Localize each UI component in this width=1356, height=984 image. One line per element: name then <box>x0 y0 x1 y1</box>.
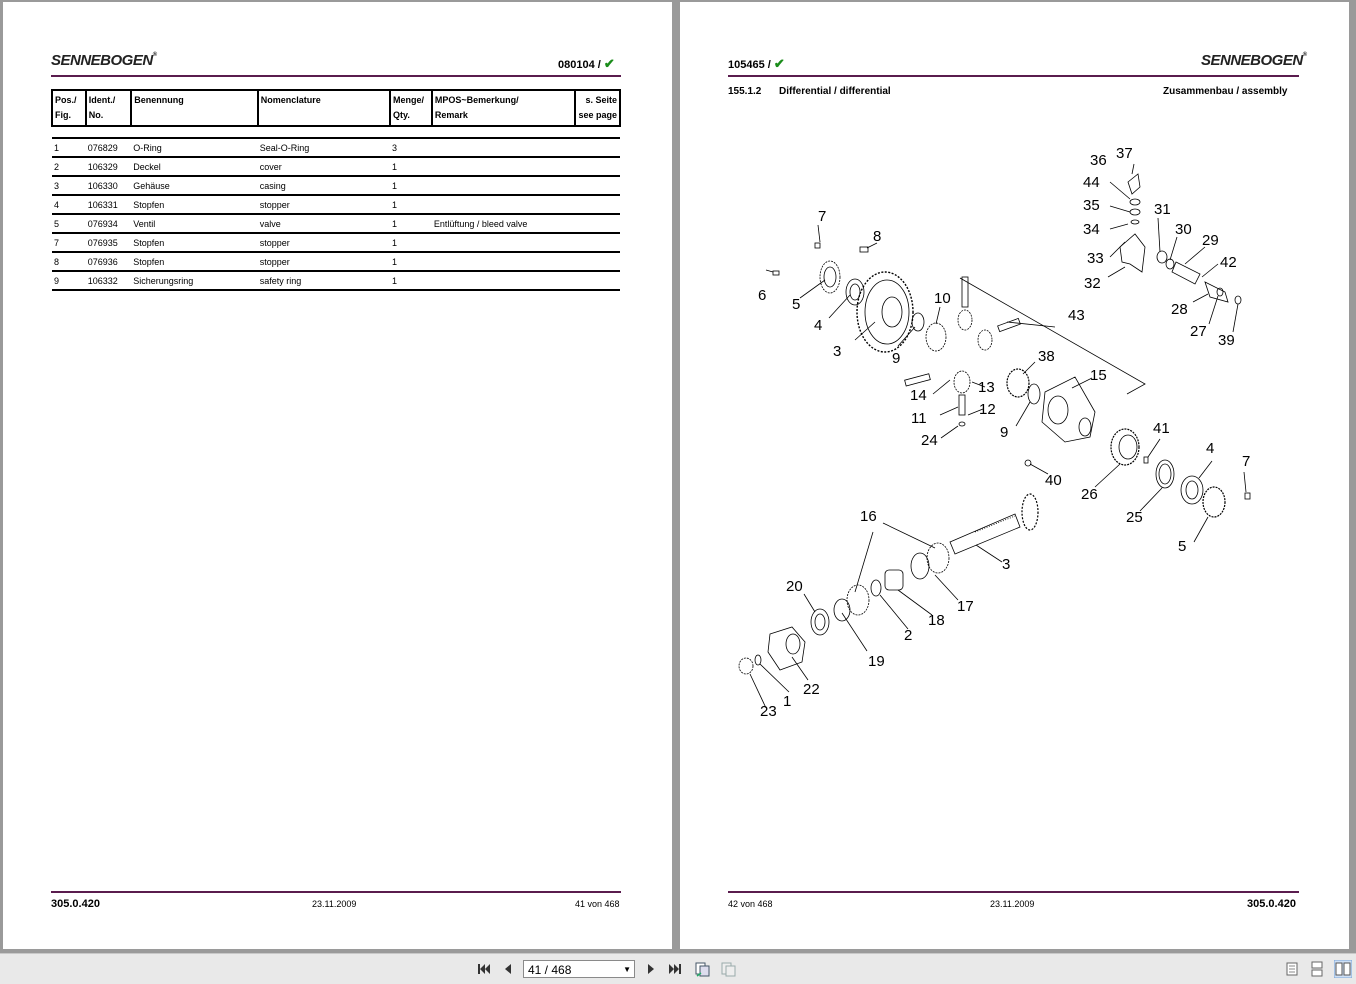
section-title: Differential / differential <box>779 86 891 97</box>
cell-benennung: O-Ring <box>131 138 257 157</box>
footer-page-number: 42 von 468 <box>728 899 773 909</box>
go-forward-view-icon[interactable] <box>720 961 736 977</box>
callout-number: 28 <box>1171 301 1188 318</box>
footer-page-number: 41 von 468 <box>575 899 620 909</box>
callout-number: 30 <box>1175 221 1192 238</box>
callout-number: 40 <box>1045 472 1062 489</box>
callout-number: 42 <box>1220 254 1237 271</box>
checkmark-icon: ✔ <box>603 56 615 71</box>
document-code: 080104 / ✔ <box>558 56 615 71</box>
cell-pos: 3 <box>52 176 86 195</box>
sennebogen-logo: SENNEBOGEN® <box>51 52 157 69</box>
table-row <box>52 252 620 271</box>
last-page-icon[interactable] <box>667 961 683 977</box>
cell-remark <box>432 157 575 176</box>
table-row <box>52 271 620 290</box>
callout-number: 13 <box>978 379 995 396</box>
callout-number: 22 <box>803 681 820 698</box>
footer-rule <box>51 891 621 893</box>
callout-number: 35 <box>1083 197 1100 214</box>
col-benennung: Benennung <box>131 90 257 126</box>
callout-number: 3 <box>833 343 842 360</box>
callout-number: 9 <box>892 350 901 367</box>
cell-see-page <box>575 195 620 214</box>
cell-benennung: Ventil <box>131 214 257 233</box>
sennebogen-logo: SENNEBOGEN® <box>1201 52 1307 69</box>
callout-number: 23 <box>760 703 777 720</box>
callout-number: 29 <box>1202 232 1219 249</box>
cell-see-page <box>575 138 620 157</box>
cell-benennung: Deckel <box>131 157 257 176</box>
callout-number: 34 <box>1083 221 1100 238</box>
col-see-page: s. Seite see page <box>575 90 620 126</box>
cell-see-page <box>575 214 620 233</box>
cell-remark: Entlüftung / bleed valve <box>432 214 575 233</box>
table-row <box>52 157 620 176</box>
pinion-shaft-part <box>950 494 1038 554</box>
cell-remark <box>432 138 575 157</box>
callout-number: 33 <box>1087 250 1104 267</box>
next-page-icon[interactable] <box>643 961 659 977</box>
cell-pos: 2 <box>52 157 86 176</box>
cell-ident: 106332 <box>86 271 132 290</box>
cell-see-page <box>575 271 620 290</box>
callout-number: 14 <box>910 387 927 404</box>
cell-qty: 1 <box>390 157 432 176</box>
cell-pos: 5 <box>52 214 86 233</box>
callout-number: 7 <box>1242 453 1251 470</box>
cell-nomenclature: cover <box>258 157 390 176</box>
cell-benennung: Stopfen <box>131 252 257 271</box>
section-number: 155.1.2 <box>728 86 762 97</box>
cell-pos: 8 <box>52 252 86 271</box>
cell-qty: 1 <box>390 176 432 195</box>
cell-ident: 106330 <box>86 176 132 195</box>
footer-doc-number: 305.0.420 <box>51 898 100 910</box>
footer-date: 23.11.2009 <box>990 899 1035 909</box>
col-ident: Ident./ No. <box>86 90 132 126</box>
callout-number: 12 <box>979 401 996 418</box>
cell-see-page <box>575 252 620 271</box>
callout-number: 1 <box>783 693 792 710</box>
callout-number: 7 <box>818 208 827 225</box>
callout-number: 31 <box>1154 201 1171 218</box>
cell-remark <box>432 195 575 214</box>
callout-number: 39 <box>1218 332 1235 349</box>
callout-number: 11 <box>911 410 927 427</box>
table-row <box>52 195 620 214</box>
cell-pos: 4 <box>52 195 86 214</box>
two-page-view-icon[interactable] <box>1334 960 1352 978</box>
callout-number: 2 <box>904 627 913 644</box>
cell-see-page <box>575 176 620 195</box>
callout-number: 4 <box>1206 440 1215 457</box>
cell-remark <box>432 233 575 252</box>
page-number-field[interactable] <box>523 960 635 978</box>
callout-number: 27 <box>1190 323 1207 340</box>
cell-nomenclature: casing <box>258 176 390 195</box>
cell-qty: 1 <box>390 271 432 290</box>
cell-nomenclature: stopper <box>258 252 390 271</box>
footer-date: 23.11.2009 <box>312 899 357 909</box>
callout-number: 24 <box>921 432 938 449</box>
callout-number: 3 <box>1002 556 1011 573</box>
left-page <box>3 2 672 949</box>
table-row <box>52 138 620 157</box>
callout-number: 41 <box>1153 420 1170 437</box>
callout-number: 5 <box>1178 538 1187 555</box>
callout-number: 20 <box>786 578 803 595</box>
callout-number: 26 <box>1081 486 1098 503</box>
cell-benennung: Sicherungsring <box>131 271 257 290</box>
col-qty: Menge/ Qty. <box>390 90 432 126</box>
callout-number: 16 <box>860 508 877 525</box>
callout-number: 19 <box>868 653 885 670</box>
cell-remark <box>432 252 575 271</box>
cell-qty: 1 <box>390 195 432 214</box>
table-spacer <box>52 126 620 138</box>
callout-number: 17 <box>957 598 974 615</box>
callout-number: 44 <box>1083 174 1100 191</box>
cell-see-page <box>575 233 620 252</box>
cell-pos: 9 <box>52 271 86 290</box>
callout-number: 10 <box>934 290 951 307</box>
cell-nomenclature: stopper <box>258 233 390 252</box>
callout-number: 32 <box>1084 275 1101 292</box>
header-rule <box>51 75 621 77</box>
first-page-icon[interactable] <box>476 961 492 977</box>
col-nomenclature: Nomenclature <box>258 90 390 126</box>
col-remark: MPOS~Bemerkung/ Remark <box>432 90 575 126</box>
continuous-view-icon[interactable] <box>1309 961 1325 977</box>
table-row <box>52 176 620 195</box>
viewer-toolbar <box>0 953 1356 984</box>
cell-remark <box>432 271 575 290</box>
checkmark-icon: ✔ <box>773 56 785 71</box>
differential-housing-part <box>1042 377 1095 442</box>
cell-benennung: Stopfen <box>131 233 257 252</box>
cell-qty: 3 <box>390 138 432 157</box>
col-pos: Pos./ Fig. <box>52 90 86 126</box>
cell-benennung: Gehäuse <box>131 176 257 195</box>
exploded-diagram <box>680 2 1349 949</box>
callout-number: 8 <box>873 228 882 245</box>
previous-page-icon[interactable] <box>500 961 516 977</box>
cell-ident: 076935 <box>86 233 132 252</box>
footer-rule <box>728 891 1299 893</box>
crown-gear-part <box>857 272 913 352</box>
cell-ident: 106331 <box>86 195 132 214</box>
cell-benennung: Stopfen <box>131 195 257 214</box>
callout-number: 4 <box>814 317 823 334</box>
cell-remark <box>432 176 575 195</box>
cell-qty: 1 <box>390 214 432 233</box>
callout-number: 15 <box>1090 367 1107 384</box>
go-back-view-icon[interactable] <box>694 961 710 977</box>
table-row <box>52 233 620 252</box>
cell-nomenclature: Seal-O-Ring <box>258 138 390 157</box>
callout-number: 37 <box>1116 145 1133 162</box>
callout-number: 18 <box>928 612 945 629</box>
cell-nomenclature: valve <box>258 214 390 233</box>
cell-ident: 106329 <box>86 157 132 176</box>
parts-table <box>51 89 621 291</box>
table-header-row <box>52 90 620 126</box>
callout-number: 38 <box>1038 348 1055 365</box>
page-number-value: 41 / 468 <box>528 963 572 977</box>
cell-ident: 076936 <box>86 252 132 271</box>
cell-pos: 7 <box>52 233 86 252</box>
callout-number: 6 <box>758 287 767 304</box>
cell-nomenclature: safety ring <box>258 271 390 290</box>
cell-qty: 1 <box>390 252 432 271</box>
bracket-line <box>960 278 1145 394</box>
chevron-down-icon[interactable]: ▼ <box>623 965 631 974</box>
table-row <box>52 214 620 233</box>
cell-qty: 1 <box>390 233 432 252</box>
cell-pos: 1 <box>52 138 86 157</box>
cell-ident: 076829 <box>86 138 132 157</box>
cell-ident: 076934 <box>86 214 132 233</box>
footer-doc-number: 305.0.420 <box>1247 898 1296 910</box>
flange-part <box>768 627 805 670</box>
single-page-view-icon[interactable] <box>1284 961 1300 977</box>
right-page <box>680 2 1349 949</box>
callout-number: 25 <box>1126 509 1143 526</box>
assembly-label: Zusammenbau / assembly <box>1163 86 1288 97</box>
callout-number: 5 <box>792 296 801 313</box>
cell-see-page <box>575 157 620 176</box>
document-code: 105465 / ✔ <box>728 56 785 71</box>
callout-number: 36 <box>1090 152 1107 169</box>
cell-nomenclature: stopper <box>258 195 390 214</box>
callout-labels <box>758 145 1250 720</box>
callout-number: 43 <box>1068 307 1085 324</box>
callout-number: 9 <box>1000 424 1009 441</box>
